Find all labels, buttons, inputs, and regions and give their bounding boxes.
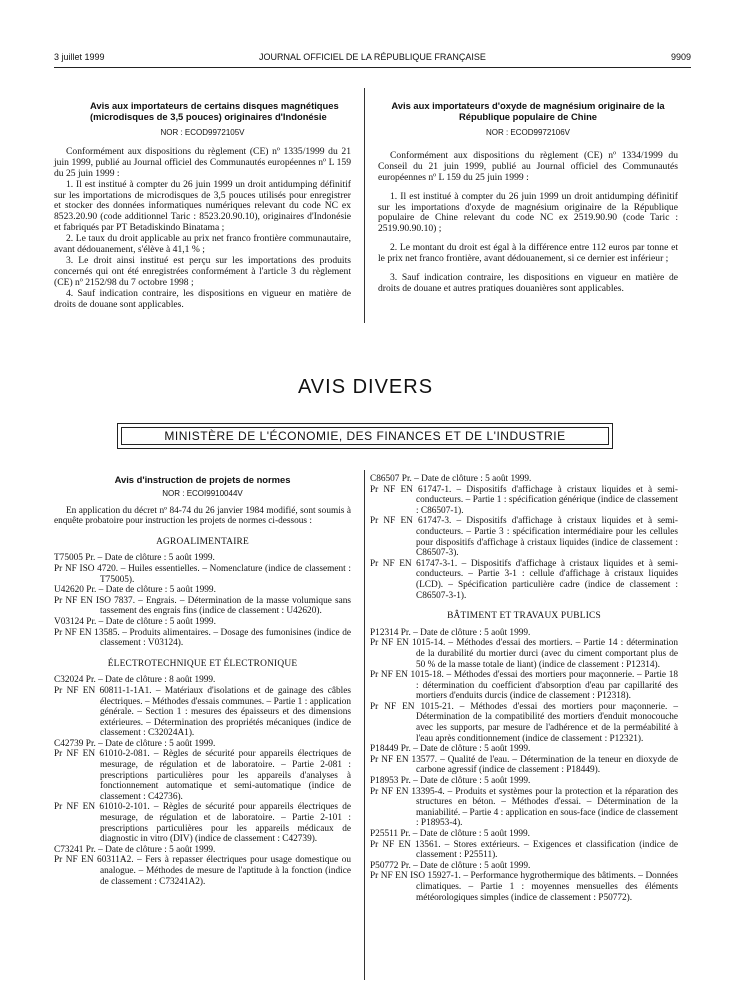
paragraph: 3. Sauf indication contraire, les dispositions en vigueur en matière de droits de douane et autres pratiques douanières sont applicables. [378, 272, 678, 294]
section-heading: AGROALIMENTAIRE [156, 536, 249, 547]
closing-date-line: P18449 Pr. – Date de clôture : 5 août 1999. [370, 744, 531, 755]
normes-nor: NOR : ECOI9910044V [162, 489, 243, 498]
avis-magnesium-title: Avis aux importateurs d'oxyde de magnésium originaire de la République populaire de Chine [391, 100, 665, 122]
norm-entry: Pr NF EN 61010-2-081. – Règles de sécurité pour appareils électriques de mesurage, de régulation et de laboratoire. – Partie 2-081 : prescriptions particulières pour les appareils d'analyses à fonctionnement automatique et semi-automatique (indice de classement : C42736). [54, 749, 351, 802]
closing-date-line: P12314 Pr. – Date de clôture : 5 août 1999. [370, 627, 531, 638]
normes-left-entries [54, 537, 351, 887]
norm-entry: Pr NF EN 61747-3-1. – Dispositifs d'affichage à cristaux liquides et à semi-conducteurs. – Partie 3-1 : cellule d'affichage à cristaux liquides (LCD). – Spécification particulière cadre (indice de classement : C86507-3-1). [370, 558, 678, 601]
paragraph: Conformément aux dispositions du règlement (CE) nº 1334/1999 du Conseil du 21 juin 1999, publié au Journal officiel des Communautés européennes nº L 159 du 25 juin 1999 : [378, 149, 678, 183]
journal-title: JOURNAL OFFICIEL DE LA RÉPUBLIQUE FRANÇAISE [259, 52, 486, 62]
norm-entry: Pr NF EN 13395-4. – Produits et systèmes pour la protection et la réparation des structures en béton. – Méthodes d'essai. – Détermination de la maniabilité. – Partie 4 : application en sous-face (indice de classement : P18953-4). [370, 786, 678, 829]
issue-date: 3 juillet 1999 [54, 52, 105, 62]
paragraph: Conformément aux dispositions du règlement (CE) nº 1335/1999 du 21 juin 1999, publié au Journal officiel des Communautés européennes nº L 159 du 25 juin 1999 : [54, 145, 351, 179]
paragraph: 1. Il est institué à compter du 26 juin 1999 un droit antidumping définitif sur les importations d'oxyde de magnésium originaire de la République populaire de Chine relevant du code NC ex 2519.90.90 (code Taric : 2519.90.90.10) ; [378, 190, 678, 235]
normes-intro: En application du décret nº 84-74 du 26 janvier 1984 modifié, sont soumis à enquête probatoire pour instruction les projets de normes ci-dessous : [54, 505, 351, 527]
paragraph: 4. Sauf indication contraire, les dispositions en vigueur en matière de droits de douane sont applicables. [54, 287, 351, 310]
norm-entry: Pr NF EN 61010-2-101. – Règles de sécurité pour appareils électriques de mesurage, de régulation et de laboratoire. – Partie 2-101 : prescriptions particulières pour les appareils médicaux de diagnostic in vitro (DIV) (indice de classement : C42739). [54, 802, 351, 845]
closing-date-line: C73241 Pr. – Date de clôture : 5 août 1999. [54, 844, 216, 855]
closing-date-line: V03124 Pr. – Date de clôture : 5 août 1999. [54, 616, 216, 627]
norm-entry: Pr NF EN 60311A2. – Fers à repasser électriques pour usage domestique ou analogue. – Méthodes de mesure de l'aptitude à la fonction (indice de classement : C73241A2). [54, 855, 351, 887]
avis-magnesium-body [378, 151, 678, 295]
normes-right-column [370, 474, 678, 903]
norm-entry: Pr NF EN 60811-1-1A1. – Matériaux d'isolations et de gainage des câbles électriques. – Méthodes d'essais communes. – Partie 1 : application générale. – Section 1 : mesures des épaisseurs et des dimensions extérieures. – Détermination des propriétés mécaniques (indice de classement : C32024A1). [54, 685, 351, 739]
column-divider-top [364, 88, 365, 323]
normes-left-column [54, 474, 351, 887]
paragraph: 3. Le droit ainsi institué est perçu sur les importations des produits concernés qui ont été enregistrées conformément à l'article 3 du règlement (CE) nº 2152/98 du 7 octobre 1998 ; [54, 254, 351, 288]
norm-entry: Pr NF EN 13561. – Stores extérieurs. – Exigences et classification (indice de classement : P25511). [370, 839, 678, 861]
closing-date-line: C86507 Pr. – Date de clôture : 5 août 1999. [370, 474, 532, 484]
closing-date-line: U42620 Pr. – Date de clôture : 5 août 1999. [54, 585, 216, 596]
avis-magnesium-nor: NOR : ECOD9972106V [485, 128, 571, 137]
avis-disques-notice [54, 100, 351, 311]
avis-disques-title: Avis aux importateurs de certains disques magnétiques (microdisques de 3,5 pouces) originaires d'Indonésie [90, 100, 339, 122]
norm-entry: Pr NF EN 1015-14. – Méthodes d'essai des mortiers. – Partie 14 : détermination de la durabilité du mortier durci (avec du ciment comportant plus de 50 % de la masse totale de liant) (indice de classement : P12314). [370, 638, 678, 670]
closing-date-line: C32024 Pr. – Date de clôture : 8 août 1999. [54, 675, 216, 686]
paragraph: 2. Le taux du droit applicable au prix net franco frontière communautaire, avant dédouanement, s'élève à 41,1 % ; [54, 233, 351, 256]
norm-entry: Pr NF EN ISO 7837. – Engrais. – Détermination de la masse volumique sans tassement des engrais fins (indice de classement : U42620). [54, 595, 351, 617]
closing-date-line: T75005 Pr. – Date de clôture : 5 août 1999. [54, 553, 215, 564]
ministry-box [117, 423, 613, 449]
running-header [54, 52, 691, 66]
closing-date-line: P50772 Pr. – Date de clôture : 5 août 1999. [370, 860, 531, 871]
norm-entry: Pr NF EN 1015-18. – Méthodes d'essai des mortiers pour maçonnerie. – Partie 18 : détermination du coefficient d'absorption d'eau par capillarité des mortiers d'enduits durcis (indice de classement : P12318). [370, 670, 678, 702]
norm-entry: Pr NF EN 61747-1. – Dispositifs d'affichage à cristaux liquides et à semi-conducteurs. – Partie 1 : spécification générique (indice de classement : C86507-1). [370, 484, 678, 516]
section-heading: ÉLECTROTECHNIQUE ET ÉLECTRONIQUE [107, 658, 298, 669]
closing-date-line: C42739 Pr. – Date de clôture : 5 août 1999. [54, 738, 216, 749]
page-number: 9909 [670, 52, 691, 62]
ministry-name: MINISTÈRE DE L'ÉCONOMIE, DES FINANCES ET DE L'INDUSTRIE [121, 427, 609, 445]
paragraph: 1. Il est institué à compter du 26 juin 1999 un droit antidumping définitif sur les importations de microdisques de 3,5 pouces utilisés pour enregistrer et stocker des données informatiques numériques relevant du code NC ex 8523.20.90 (code additionnel Taric : 8523.20.90.10), originaires d'Indonésie et fabriqués par PT Betadiskindo Binatama ; [54, 178, 351, 234]
avis-disques-body [54, 147, 351, 311]
closing-date-line: P25511 Pr. – Date de clôture : 5 août 1999. [370, 829, 531, 839]
section-heading: BÂTIMENT ET TRAVAUX PUBLICS [447, 611, 601, 622]
norm-entry: Pr NF EN 61747-3. – Dispositifs d'affichage à cristaux liquides et à semi-conducteurs. – Partie 3 : spécification intermédiaire pour les cellules pour dispositifs d'affichage à cristaux liquides (indice de classement : C86507-3). [370, 516, 678, 559]
norm-entry: Pr NF ISO 4720. – Huiles essentielles. – Nomenclature (indice de classement : T75005). [54, 563, 351, 585]
column-divider-bottom [364, 470, 365, 980]
normes-title: Avis d'instruction de projets de normes [114, 474, 291, 485]
normes-right-entries [370, 474, 678, 903]
norm-entry: Pr NF EN ISO 15927-1. – Performance hygrothermique des bâtiments. – Données climatiques. – Partie 1 : moyennes mensuelles des éléments météorologiques simples (indice de classement : P50772). [370, 871, 678, 903]
paragraph: 2. Le montant du droit est égal à la différence entre 112 euros par tonne et le prix net franco frontière, avant dédouanement, si ce dernier est inférieur ; [378, 242, 678, 265]
header-rule [54, 67, 691, 68]
closing-date-line: P18953 Pr. – Date de clôture : 5 août 1999. [370, 776, 531, 787]
avis-disques-nor: NOR : ECOD9972105V [160, 128, 245, 137]
norm-entry: Pr NF EN 13577. – Qualité de l'eau. – Détermination de la teneur en dioxyde de carbone agressif (indice de classement : P18449). [370, 754, 678, 776]
norm-entry: Pr NF EN 1015-21. – Méthodes d'essai des mortiers pour maçonnerie. – Détermination de la compatibilité des mortiers d'enduit monocouche avec les supports, par mesure de l'adhérence et de la perméabilité à l'eau après conditionnement (indice de classement : P12321). [370, 701, 678, 744]
avis-magnesium-notice [378, 100, 678, 295]
norm-entry: Pr NF EN 13585. – Produits alimentaires. – Dosage des fumonisines (indice de classement : V03124). [54, 627, 351, 649]
avis-divers-heading: AVIS DIVERS [297, 376, 434, 398]
